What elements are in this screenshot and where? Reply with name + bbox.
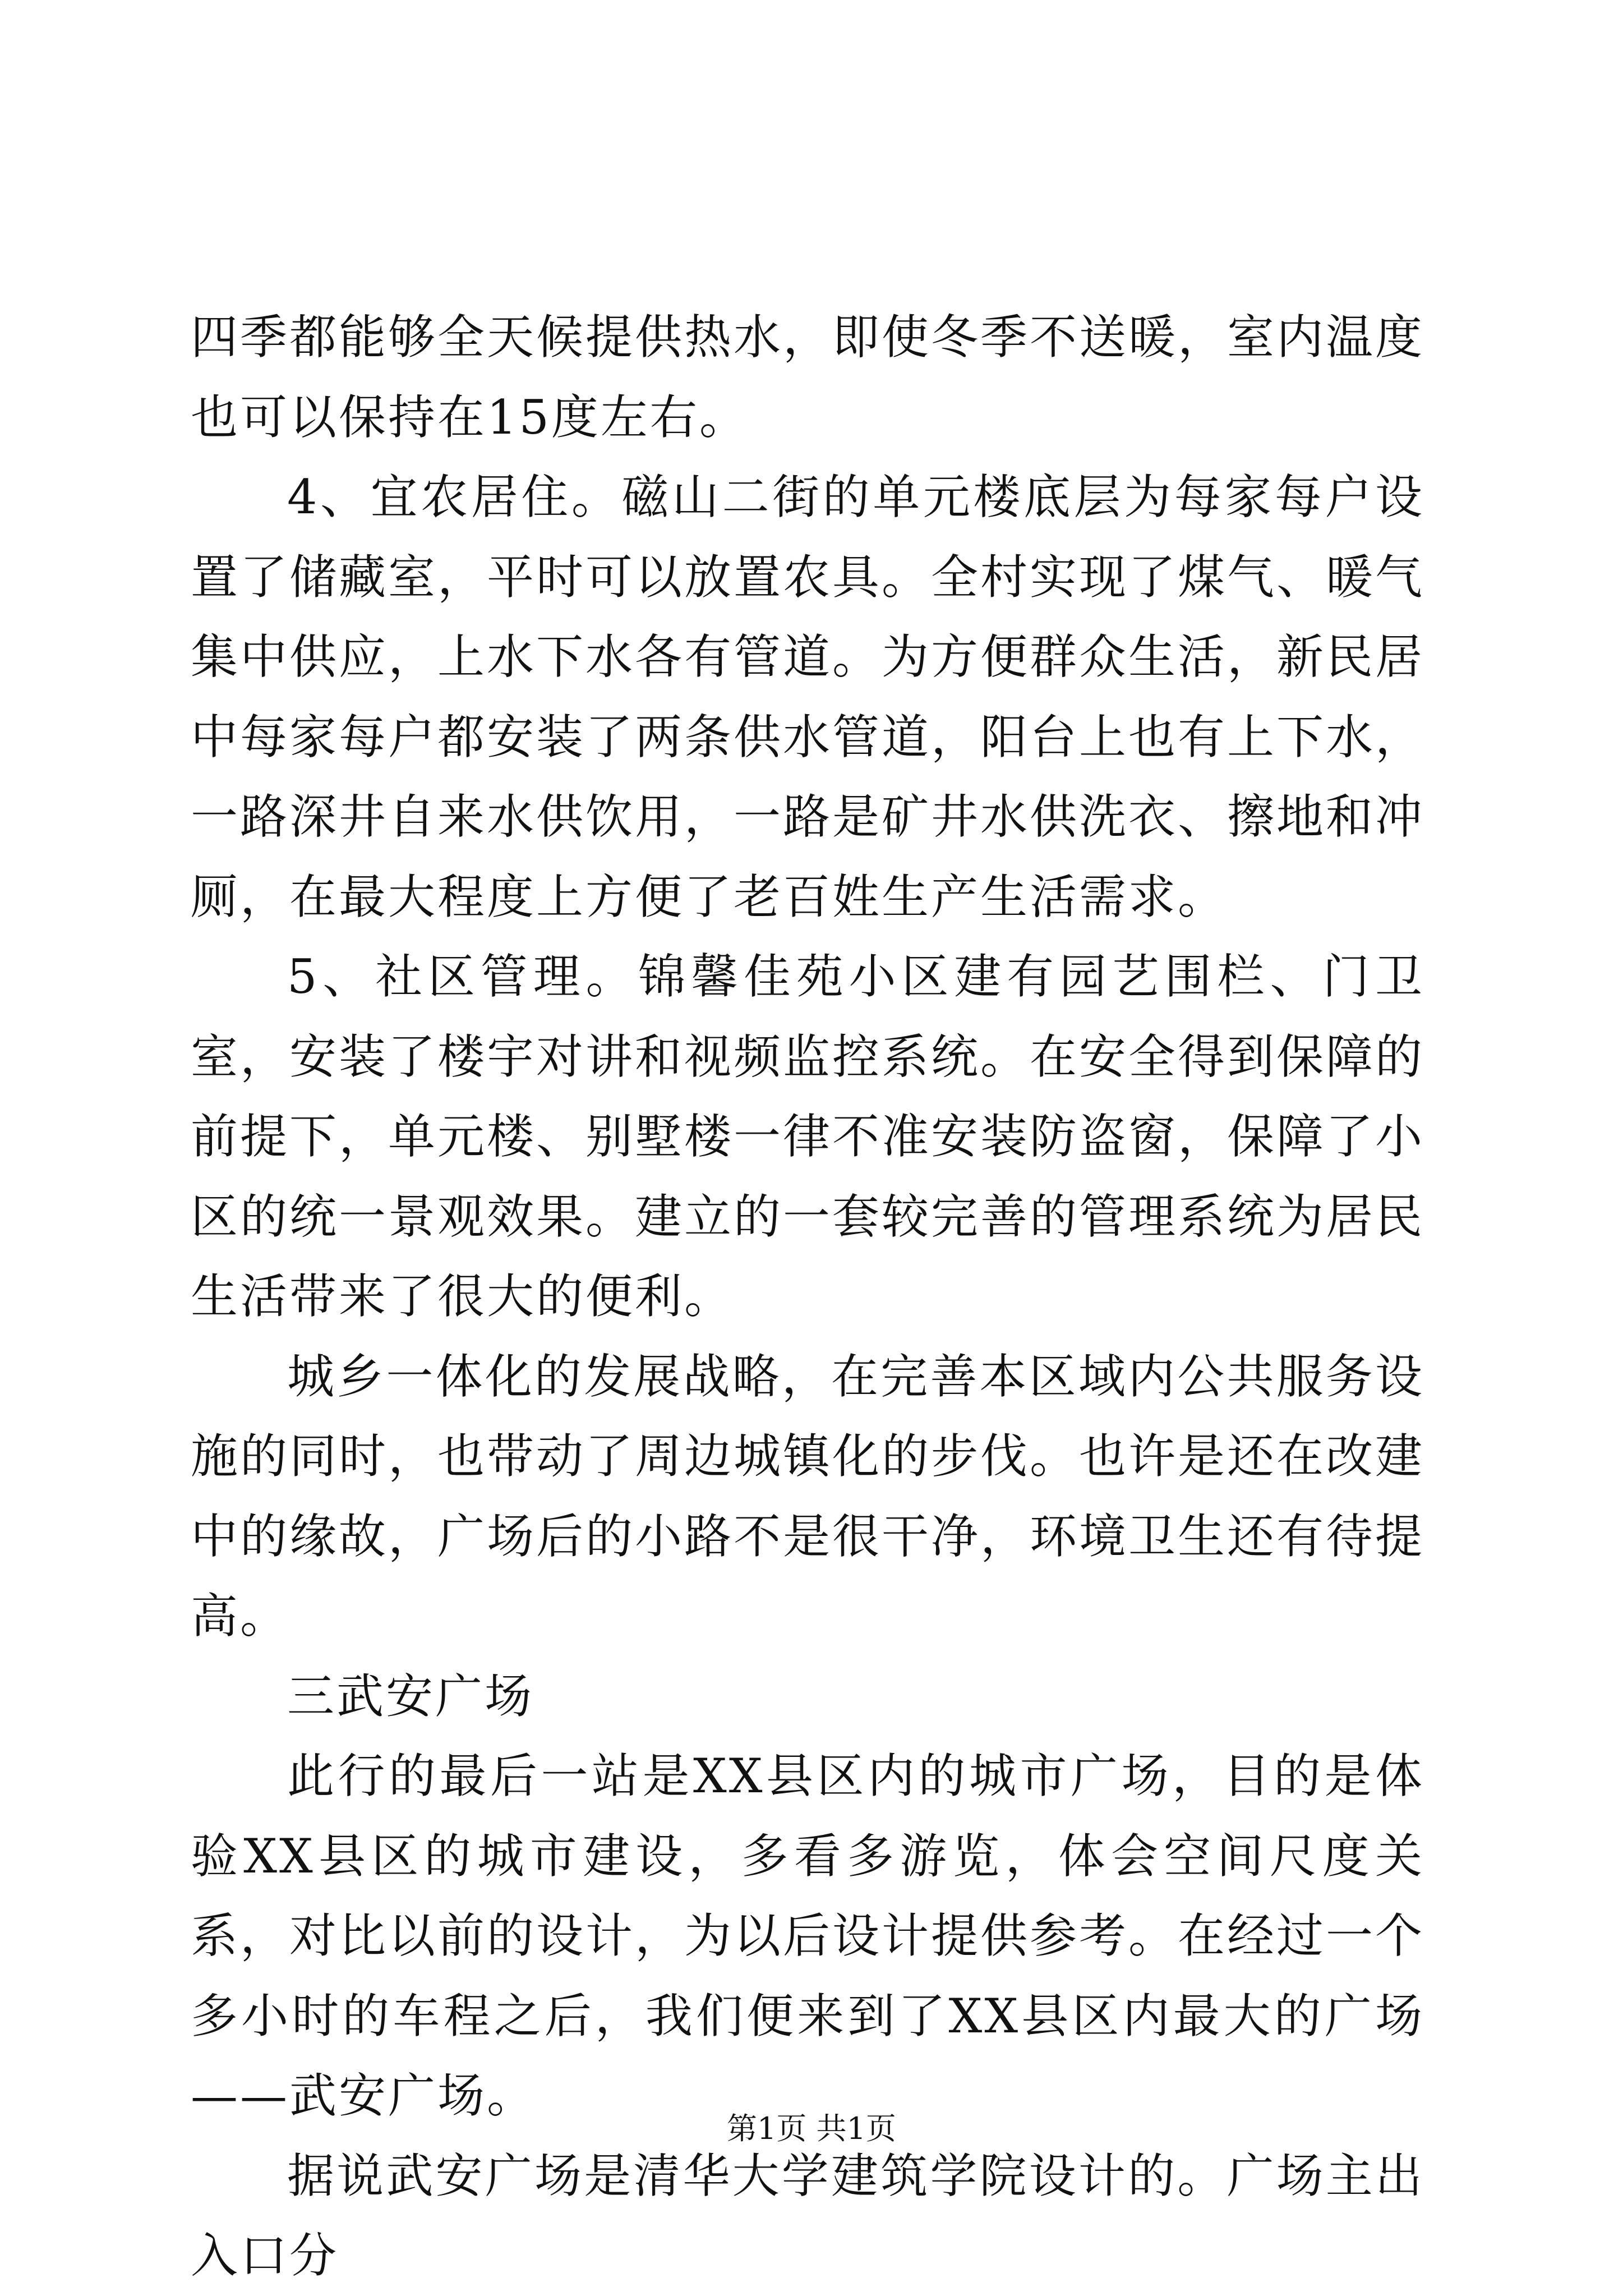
paragraph-last-stop: 此行的最后一站是XX县区内的城市广场，目的是体验XX县区的城市建设，多看多游览，体会空间尺度关系，对比以前的设计，为以后设计提供参考。在经过一个多小时的车程之后，我们便来到了XX县区内最大的广场——武安广场。 <box>191 1749 1425 2123</box>
page-footer <box>0 2109 1623 2148</box>
paragraph-design-origin: 据说武安广场是清华大学建筑学院设计的。广场主出入口分 <box>191 2148 1424 2283</box>
paragraph-item-5-community-management: 5、社区管理。锦馨佳苑小区建有园艺围栏、门卫室，安装了楼宇对讲和视频监控系统。在安全得到保障的前提下，单元楼、别墅楼一律不准安装防盗窗，保障了小区的统一景观效果。建立的一套较完善的管理系统为居民生活带来了很大的便利。 <box>191 949 1425 1324</box>
paragraph-continued: 四季都能够全天候提供热水，即使冬季不送暖，室内温度也可以保持在15度左右。 <box>191 310 1425 445</box>
section-heading-wuan-square: 三武安广场 <box>287 1668 534 1724</box>
paragraph-item-4-agricultural-living: 4、宜农居住。磁山二街的单元楼底层为每家每户设置了储藏室，平时可以放置农具。全村实现了煤气、暖气集中供应，上水下水各有管道。为方便群众生活，新民居中每家每户都安装了两条供水管道，阳台上也有上下水，一路深井自来水供饮用，一路是矿井水供洗衣、擦地和冲厕，在最大程度上方便了老百姓生产生活需求。 <box>191 470 1425 924</box>
paragraph-urban-rural-integration: 城乡一体化的发展战略，在完善本区域内公共服务设施的同时，也带动了周边城镇化的步伐。也许是还在改建中的缘故，广场后的小路不是很干净，环境卫生还有待提高。 <box>191 1349 1425 1644</box>
document-body <box>191 297 1424 2296</box>
page-number-label: 第1页 共1页 <box>727 2111 896 2146</box>
